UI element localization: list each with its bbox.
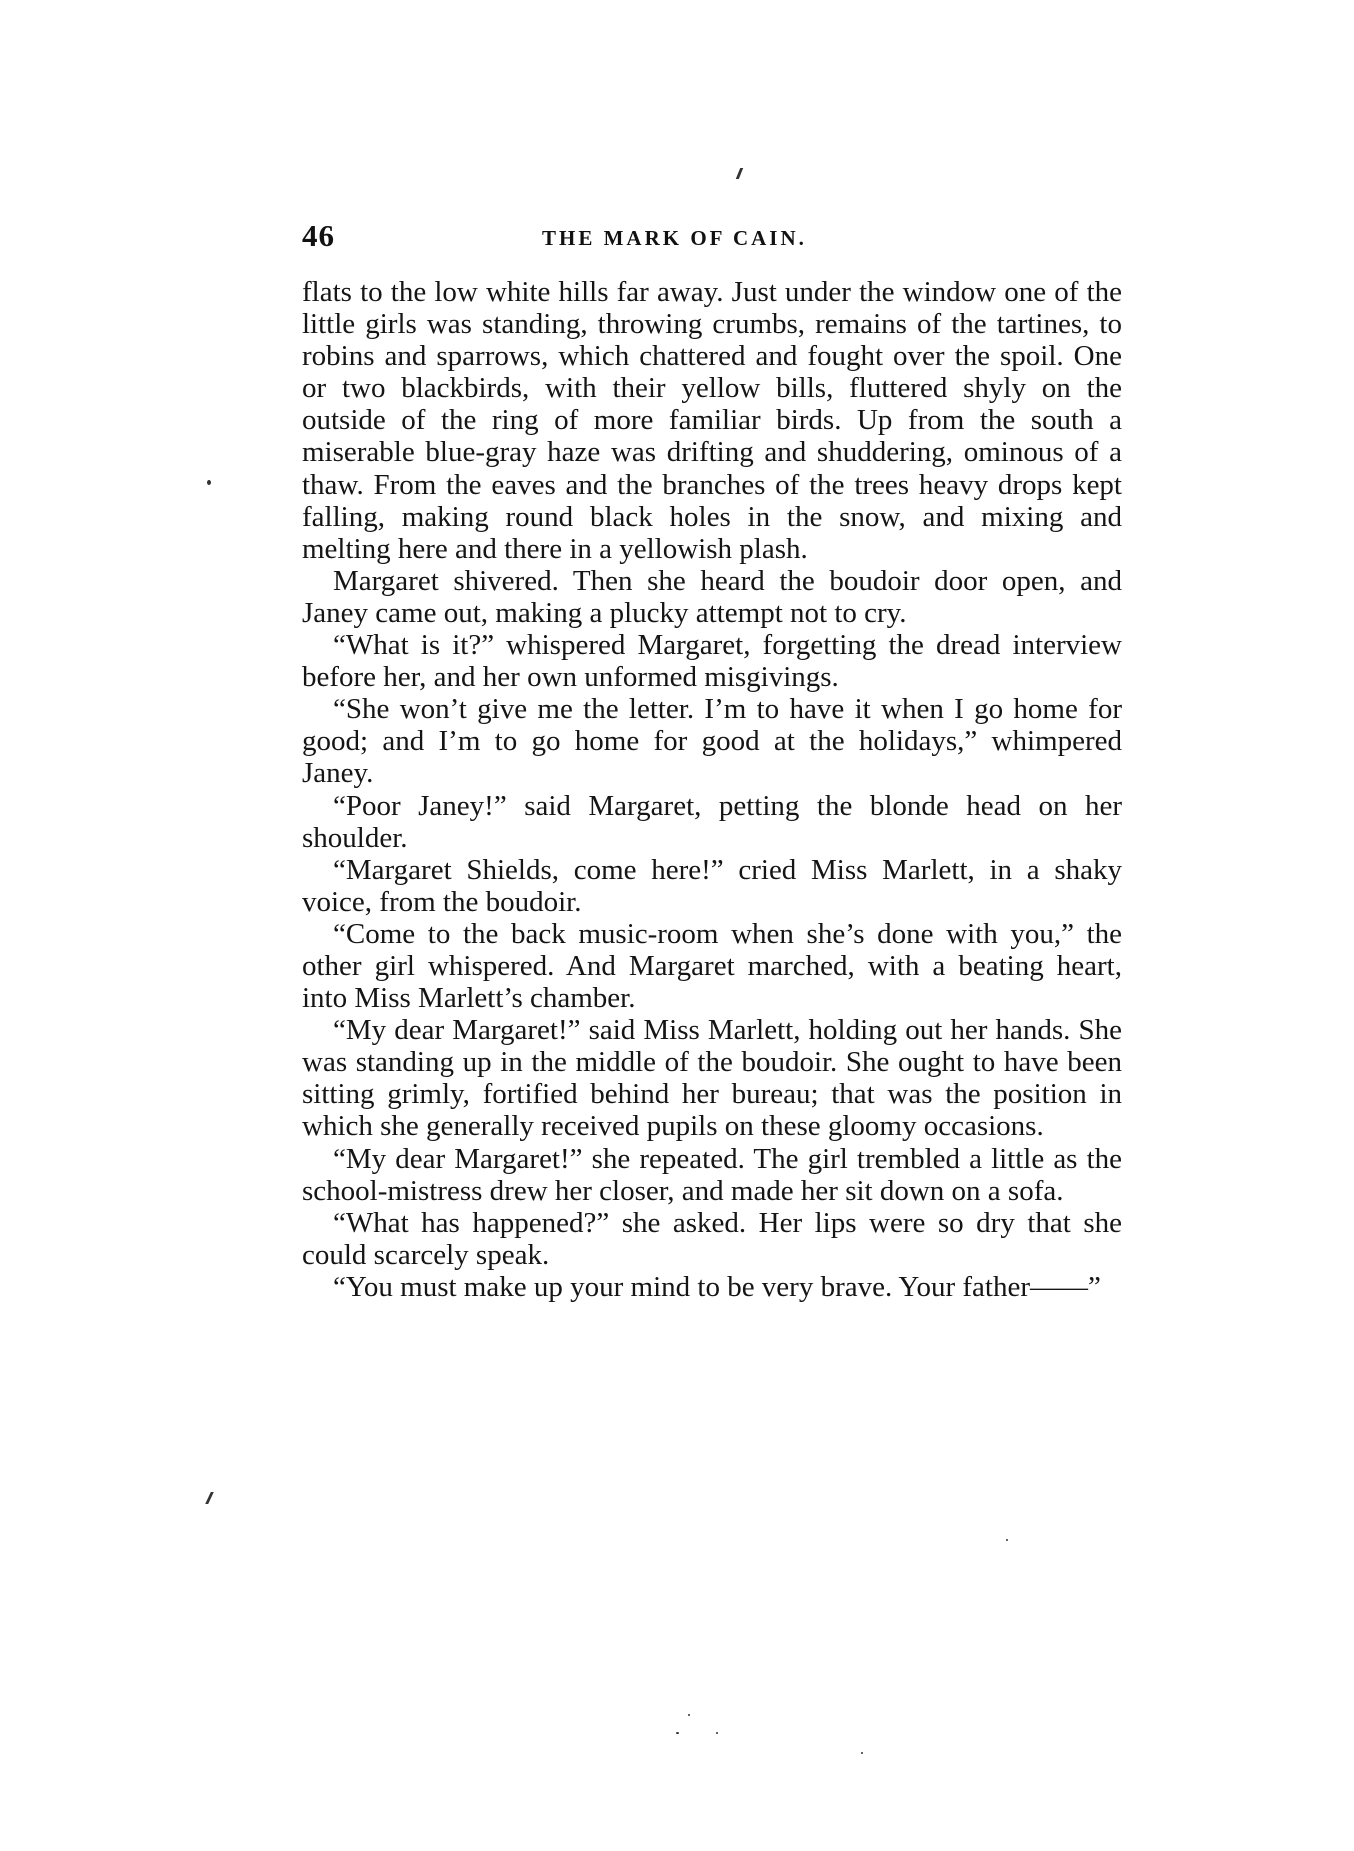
- paragraph: “Margaret Shields, come here!” cried Miss Marlett, in a shaky voice, from the boudoir.: [302, 853, 1122, 918]
- body-text: [302, 276, 1122, 1303]
- paragraph: “Poor Janey!” said Margaret, petting the blonde head on her shoulder.: [302, 789, 1122, 854]
- paragraph: “My dear Margaret!” said Miss Marlett, holding out her hands. She was standing up in the middle of the boudoir. She ought to have been sitting grimly, fortified behind her bureau; that was the position in which she generally received pupils on these gloomy occasions.: [302, 1014, 1122, 1143]
- paragraph: “Come to the back music-room when she’s done with you,” the other girl whispered. And Margaret marched, with a beating heart, into Miss Marlett’s chamber.: [302, 917, 1122, 1015]
- paragraph: “You must make up your mind to be very brave. Your father——”: [333, 1270, 1101, 1303]
- print-speck: [688, 1714, 690, 1716]
- print-mark: [736, 168, 743, 179]
- paragraph: “What is it?” whispered Margaret, forgetting the dread interview before her, and her own unformed misgivings.: [302, 629, 1122, 694]
- paragraph: “My dear Margaret!” she repeated. The girl trembled a little as the school-mistress drew her closer, and made her sit down on a sofa.: [302, 1142, 1122, 1207]
- print-speck: [676, 1732, 679, 1734]
- running-header: [302, 218, 1122, 258]
- print-speck: [207, 480, 211, 485]
- page-number: 46: [302, 218, 335, 253]
- paragraph: “What has happened?” she asked. Her lips were so dry that she could scarcely speak.: [302, 1206, 1122, 1271]
- paragraph: “She won’t give me the letter. I’m to have it when I go home for good; and I’m to go home for good at the holidays,” whimpered Janey.: [302, 693, 1122, 790]
- print-speck: [861, 1752, 863, 1754]
- print-mark: [205, 1492, 214, 1504]
- paragraph: Margaret shivered. Then she heard the boudoir door open, and Janey came out, making a plucky attempt not to cry.: [302, 564, 1122, 629]
- print-speck: [716, 1732, 718, 1734]
- paragraph: flats to the low white hills far away. Just under the window one of the little girls was standing, throwing crumbs, remains of the tartines, to robins and sparrows, which chattered and fought over the spoil. One or two blackbirds, with their yellow bills, fluttered shyly on the outside of the ring of more familiar birds. Up from the south a miserable blue-gray haze was drifting and shuddering, ominous of a thaw. From the eaves and the branches of the trees heavy drops kept falling, making round black holes in the snow, and mixing and melting here and there in a yellowish plash.: [302, 276, 1122, 565]
- running-title: THE MARK OF CAIN.: [542, 226, 807, 250]
- print-speck: [1006, 1539, 1008, 1541]
